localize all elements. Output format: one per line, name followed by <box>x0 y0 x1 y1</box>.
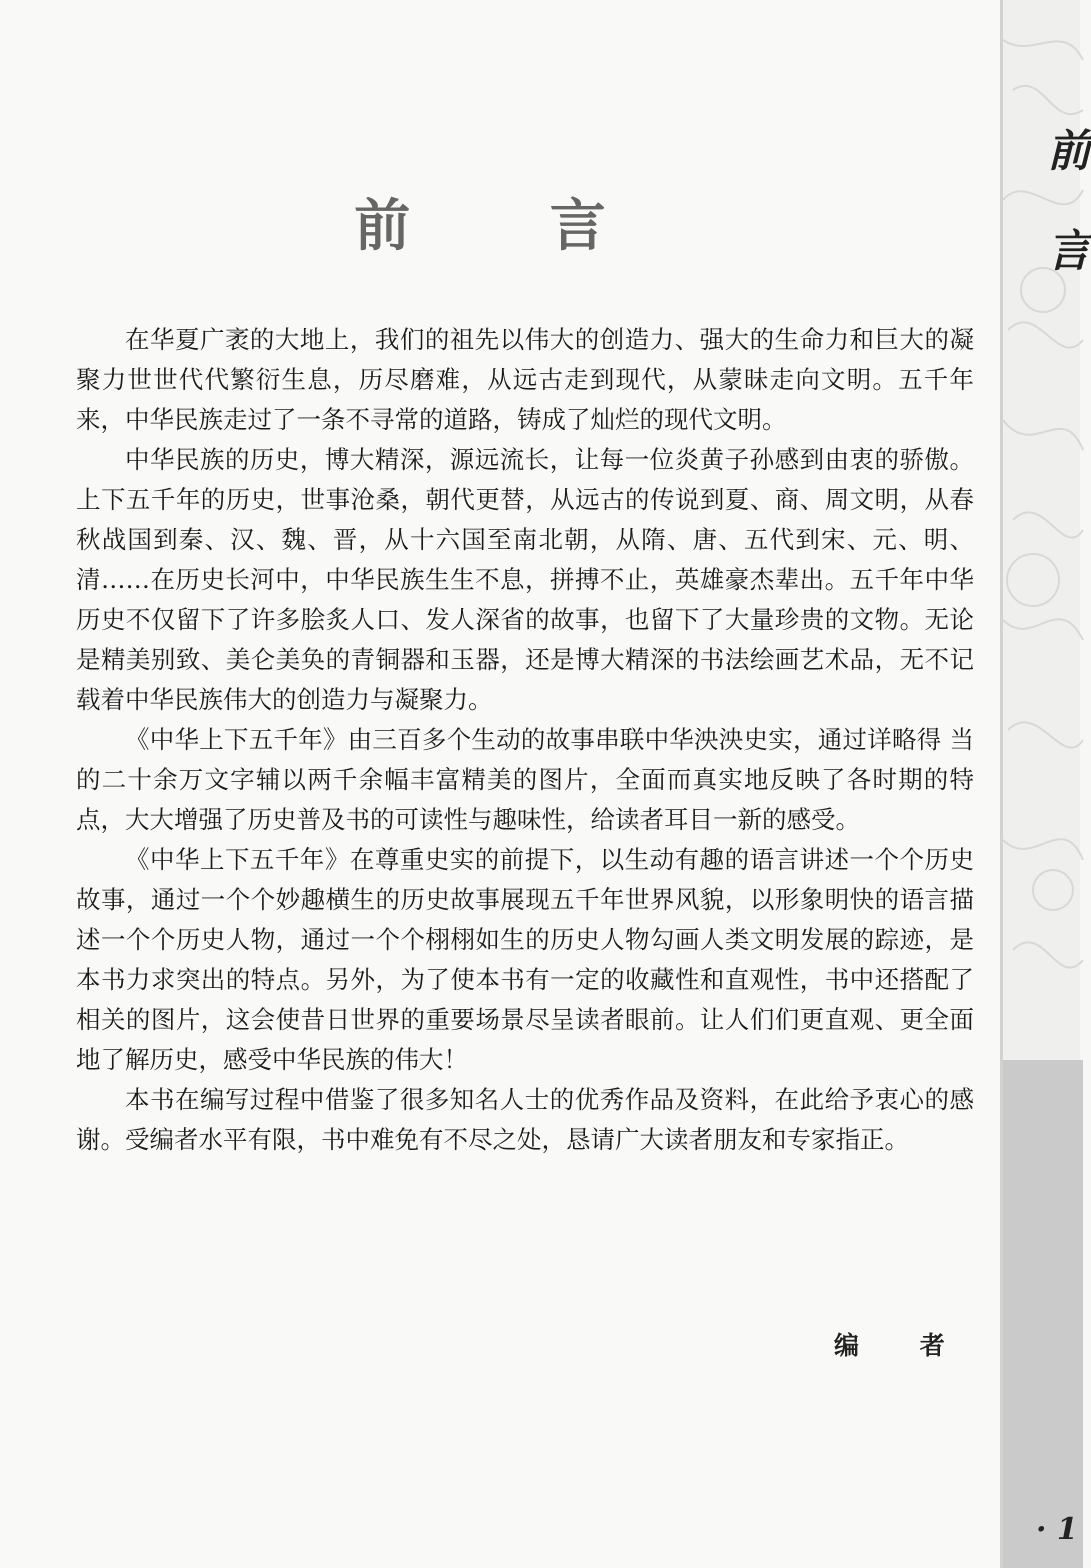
side-tab-grey-block <box>1003 1060 1083 1568</box>
paragraph-2: 中华民族的历史，博大精深，源远流长，让每一位炎黄子孙感到由衷的骄傲。上下五千年的历史，世事沧桑，朝代更替，从远古的传说到夏、商、周文明，从春秋战国到秦、汉、魏、晋，从十六国至南北朝，从隋、唐、五代到宋、元、明、清……在历史长河中，中华民族生生不息，拼搏不止，英雄豪杰辈出。五千年中华历史不仅留下了许多脍炙人口、发人深省的故事，也留下了大量珍贵的文物。无论是精美别致、美仑美奂的青铜器和玉器，还是博大精深的书法绘画艺术品，无不记载着中华民族伟大的创造力与凝聚力。 <box>76 445 974 714</box>
paragraph-5: 本书在编写过程中借鉴了很多知名人士的优秀作品及资料，在此给予衷心的感谢。受编者水平有限，书中难免有不尽之处，恳请广大读者朋友和专家指正。 <box>76 1085 974 1154</box>
paragraph-3: 《中华上下五千年》由三百多个生动的故事串联中华泱泱史实，通过详略得 当的二十余万文字辅以两千余幅丰富精美的图片，全面而真实地反映了各时期的特点，大大增强了历史普及书的可读性与趣味性，给读者耳目一新的感受。 <box>76 725 974 834</box>
page-title: 前 言 <box>354 192 666 259</box>
page-number: · 1 <box>1036 1512 1078 1547</box>
side-tab-strip <box>1000 0 1091 1568</box>
preface-body <box>76 320 974 1160</box>
side-tab-char-1: 前 <box>1047 126 1091 177</box>
side-tab-char-2: 言 <box>1047 226 1091 277</box>
paragraph-4: 《中华上下五千年》在尊重史实的前提下，以生动有趣的语言讲述一个个历史故事，通过一个个妙趣横生的历史故事展现五千年世界风貌，以形象明快的语言描述一个个历史人物，通过一个个栩栩如生的历史人物勾画人类文明发展的踪迹，是本书力求突出的特点。另外，为了使本书有一定的收藏性和直观性，书中还搭配了相关的图片，这会使昔日世界的重要场景尽呈读者眼前。让人们们更直观、更全面地了解历史，感受中华民族的伟大！ <box>76 845 974 1074</box>
author-signature: 编 者 <box>834 1331 971 1360</box>
paragraph-1: 在华夏广袤的大地上，我们的祖先以伟大的创造力、强大的生命力和巨大的凝聚力世世代代繁衍生息，历尽磨难，从远古走到现代，从蒙昧走向文明。五千年来，中华民族走过了一条不寻常的道路，铸成了灿烂的现代文明。 <box>76 325 974 434</box>
